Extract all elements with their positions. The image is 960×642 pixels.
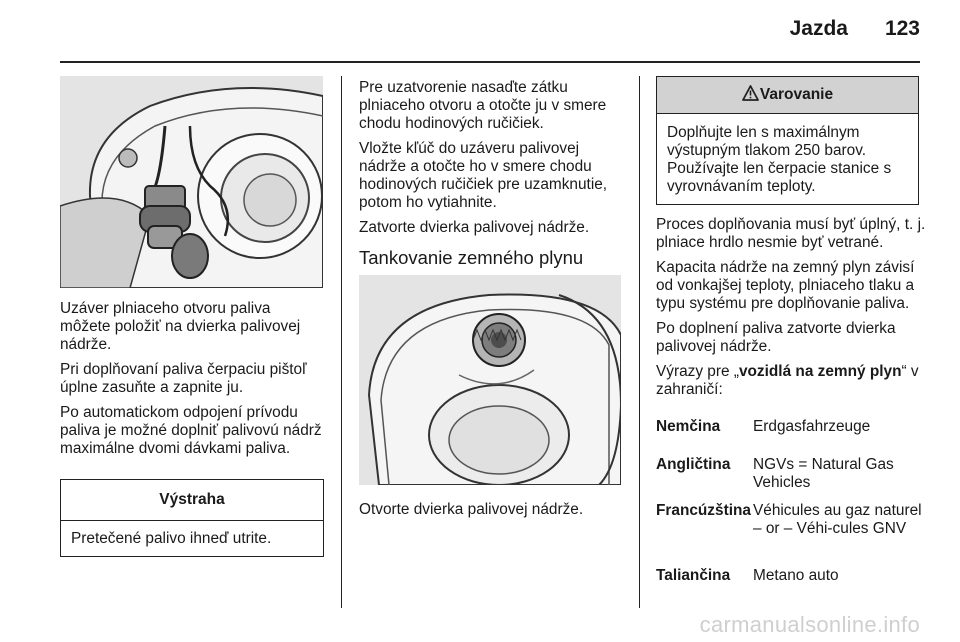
bold-term: vozidlá na zemný plyn [738,363,902,380]
image-caption: Otvorte dvierka palivovej nádrže. [359,501,584,518]
term-value: NGVs = Natural Gas Vehicles [753,456,894,491]
paragraph: Pri doplňovaní paliva čerpaciu pištoľ úplne zasuňte a zapnite ju. [60,361,307,396]
warning-body: Doplňujte len s maximálnym výstupným tlakom 250 barov. Používajte len čerpacie stanice s vyrovnávaním teploty. [667,124,892,195]
terms-table [656,418,926,588]
paragraph: Výrazy pre „vozidlá na zemný plyn“ v zahraničí: [656,363,919,398]
column-1-text [60,300,325,465]
paragraph: Proces doplňovania musí byť úplný, t. j. plniace hrdlo nesmie byť vetrané. [656,216,926,251]
term-language: Angličtina [656,456,731,473]
term-language: Francúzština [656,502,751,519]
term-value: Erdgasfahrzeuge [753,418,871,435]
warning-title: Varovanie [759,86,834,103]
paragraph: Uzáver plniaceho otvoru paliva môžete položiť na dvierka palivovej nádrže. [60,300,301,353]
column-2-text [359,79,629,244]
paragraph: Kapacita nádrže na zemný plyn závisí od vonkajšej teploty, plniaceho tlaku a typu systému pre doplňovanie paliva. [656,259,915,312]
term-language: Taliančina [656,567,731,584]
term-value: Metano auto [753,567,839,584]
caution-title: Výstraha [61,480,323,521]
warning-triangle-icon [742,85,759,106]
term-value: Véhicules au gaz naturel – or – Véhi-cules GNV [753,502,922,537]
caution-body: Pretečené palivo ihneď utrite. [71,530,272,547]
column-divider-2 [639,76,640,608]
paragraph: Vložte kľúč do uzáveru palivovej nádrže a otočte ho v smere chodu hodinových ručičiek pre uzamknutie, potom ho vytiahnite. [359,140,608,211]
caution-notice [60,479,324,557]
column-divider-1 [341,76,342,608]
watermark: carmanualsonline.info [699,612,920,637]
cng-filler-illustration [359,275,621,485]
warning-notice [656,76,919,205]
column-3-text [656,216,926,406]
paragraph: Pre uzatvorenie nasaďte zátku plniaceho otvoru a otočte ju v smere chodu hodinových ručičiek. [359,79,607,132]
term-language: Nemčina [656,418,721,435]
header-rule [60,61,920,63]
warning-title-bar [657,77,918,114]
fuel-cap-illustration [60,76,323,288]
paragraph: Po automatickom odpojení prívodu paliva je možné doplniť palivovú nádrž maximálne dvomi dávkami paliva. [60,404,322,457]
paragraph: Po doplnení paliva zatvorte dvierka palivovej nádrže. [656,320,896,355]
running-header-title: Jazda [789,17,848,40]
paragraph: Zatvorte dvierka palivovej nádrže. [359,219,590,236]
section-heading: Tankovanie zemného plynu [359,247,584,268]
page-number: 123 [884,17,920,40]
